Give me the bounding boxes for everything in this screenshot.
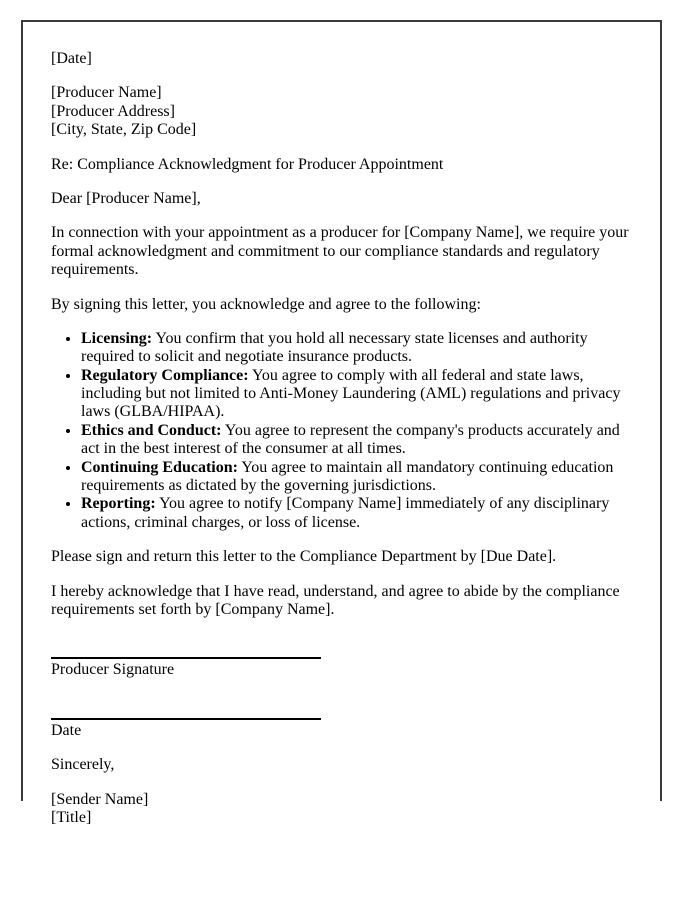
salutation: Dear [Producer Name], [51,189,201,207]
acknowledgment-paragraph: I hereby acknowledge that I have read, understand, and agree to abide by the compliance requirements set forth by [Company Name]. [51,582,620,618]
compliance-list [51,330,630,532]
date-signature-line [51,718,321,720]
bullet-label: Reporting: [81,495,156,513]
bullet-label: Ethics and Conduct: [81,421,222,439]
date-placeholder: [Date] [51,50,92,67]
signature-line [51,657,321,659]
bullet-text: You agree to comply with all federal and state laws, including but not limited to Anti-Money Laundering (AML) regulations and privacy laws (GLBA/HIPAA). [81,366,621,421]
recipient-address: [Producer Address] [51,102,175,120]
date-signature-block [51,718,630,740]
return-instruction-paragraph: Please sign and return this letter to the Compliance Department by [Due Date]. [51,548,557,566]
closing: Sincerely, [51,756,115,774]
bullet-text: You agree to maintain all mandatory continuing education requirements as dictated by the governing jurisdictions. [81,458,614,495]
list-item-regulatory-compliance [81,367,630,422]
bullet-label: Continuing Education: [81,458,238,476]
recipient-block [51,84,630,139]
list-item-licensing [81,330,630,367]
sender-name: [Sender Name] [51,790,149,808]
date-label: Date [51,721,82,739]
list-item-reporting [81,495,630,532]
recipient-city-state-zip: [City, State, Zip Code] [51,121,197,139]
sender-title: [Title] [51,808,92,826]
letter-page [21,20,662,826]
recipient-name: [Producer Name] [51,84,162,102]
intro-paragraph: In connection with your appointment as a producer for [Company Name], we require your formal acknowledgment and commitment to our compliance standards and regulatory requirements. [51,224,629,279]
list-item-ethics-and-conduct [81,422,630,459]
bullet-label: Regulatory Compliance: [81,366,249,384]
bullet-text: You agree to notify [Company Name] immediately of any disciplinary actions, criminal charges, or loss of license. [81,495,610,531]
producer-signature-block [51,657,630,679]
bullet-text: You confirm that you hold all necessary state licenses and authority required to solicit and negotiate insurance products. [81,329,588,366]
subject-line: Re: Compliance Acknowledgment for Producer Appointment [51,155,444,173]
signature-label: Producer Signature [51,661,175,679]
sender-block [51,791,630,828]
bullet-text: You agree to represent the company's products accurately and act in the best interest of the consumer at all times. [81,421,620,458]
list-intro-paragraph: By signing this letter, you acknowledge and agree to the following: [51,295,481,313]
list-item-continuing-education [81,459,630,496]
bullet-label: Licensing: [81,329,153,347]
